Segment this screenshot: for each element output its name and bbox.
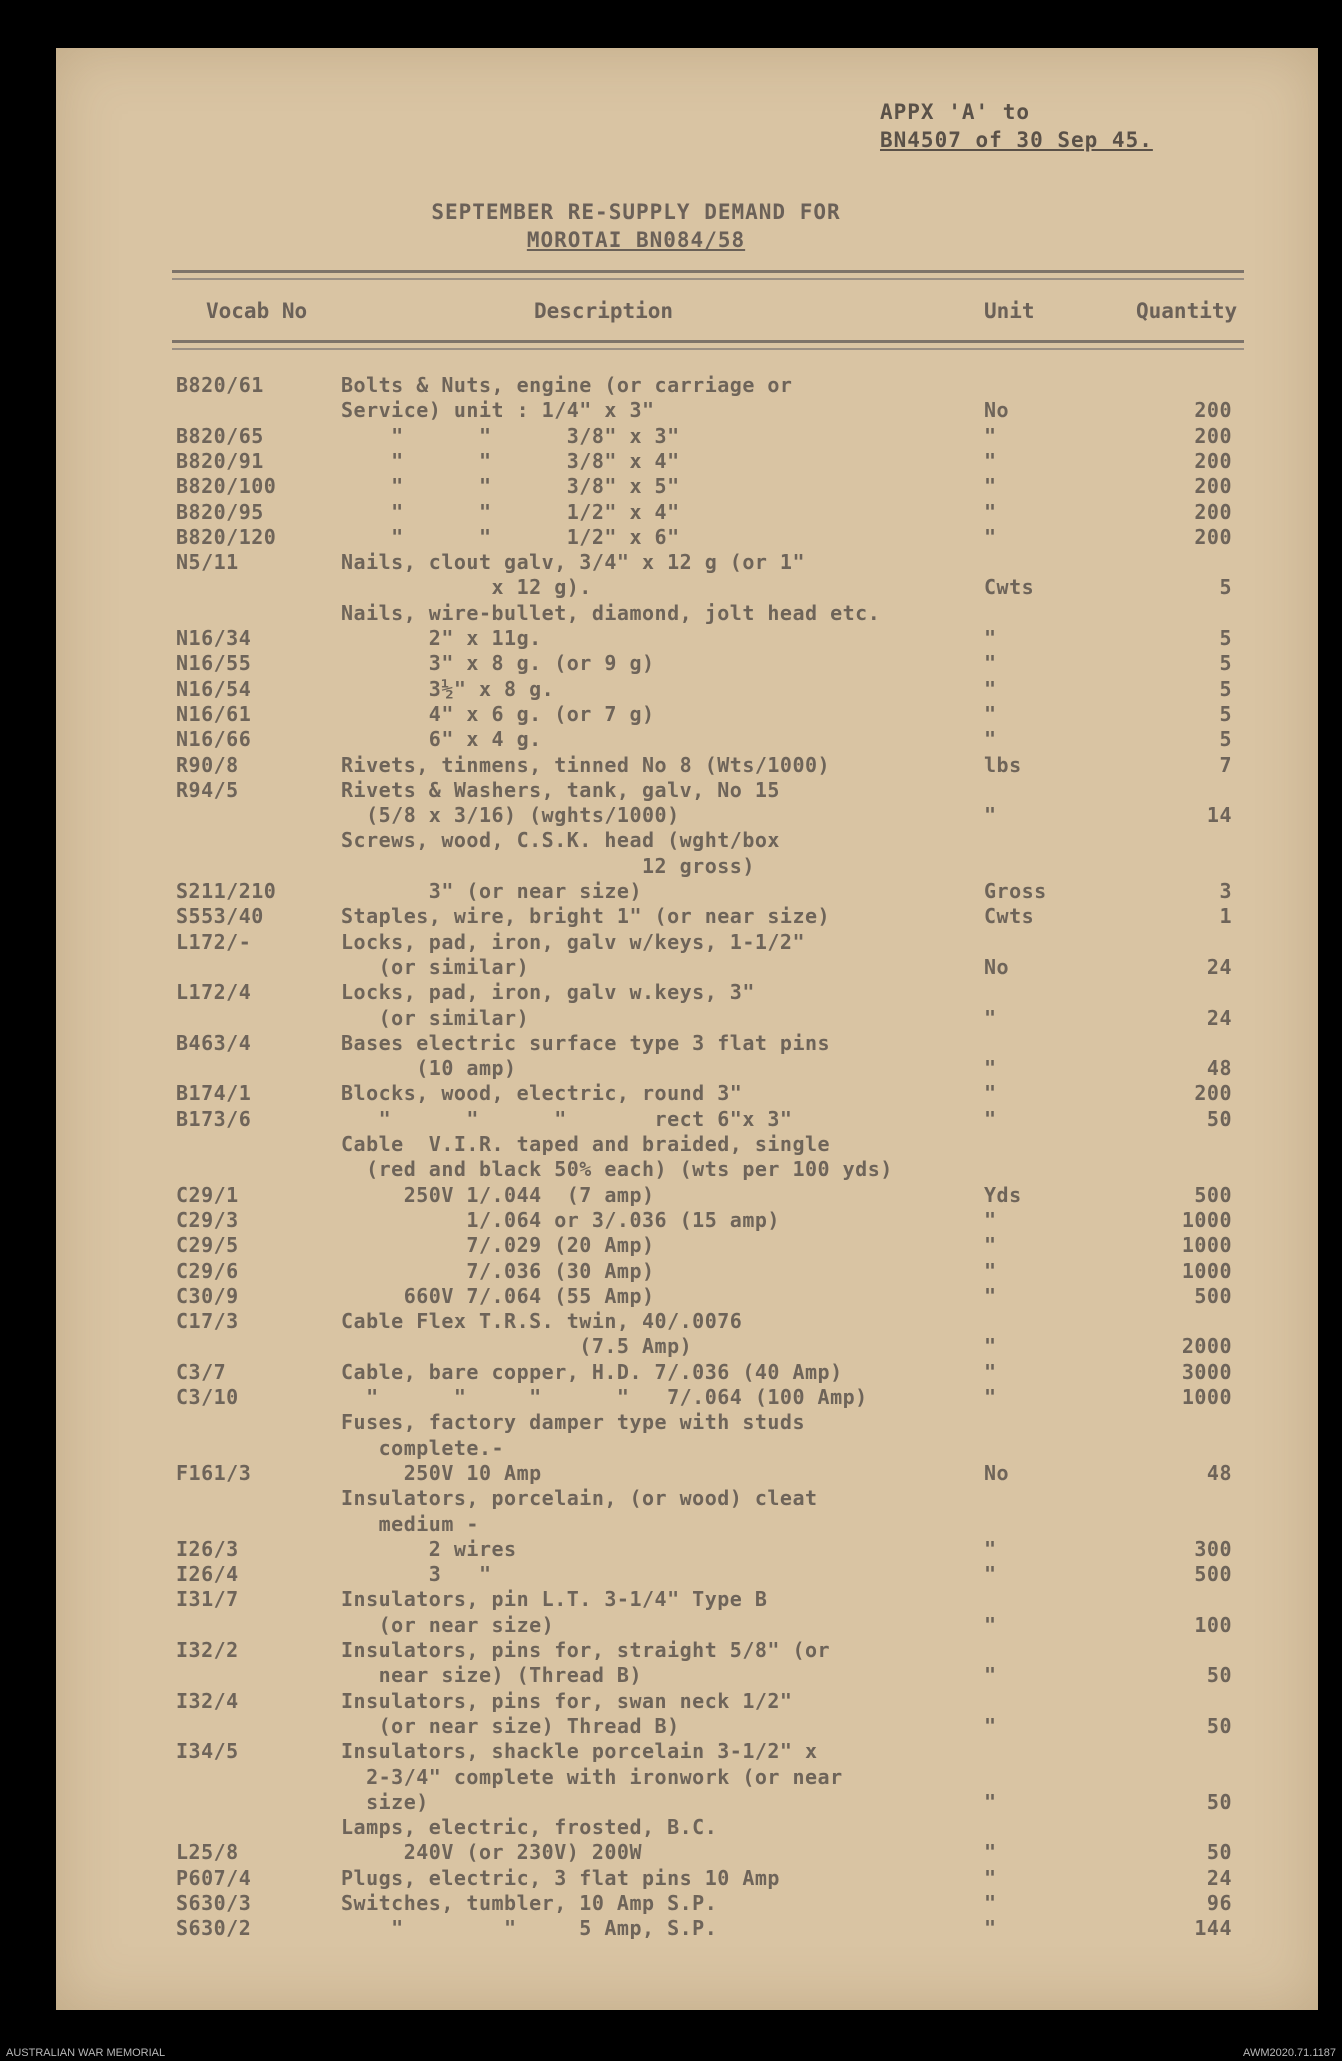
table-row <box>56 854 1318 879</box>
quantity-cell: 50 <box>1206 1713 1232 1738</box>
quantity-cell: 144 <box>1194 1916 1232 1941</box>
description-cell: 1/.064 or 3/.036 (15 amp) <box>341 1207 780 1232</box>
vocab-cell: N16/61 <box>176 701 252 726</box>
table-row <box>56 1107 1318 1132</box>
table-row <box>56 550 1318 575</box>
table-row <box>56 449 1318 474</box>
description-cell: Cable V.I.R. taped and braided, single <box>341 1132 831 1156</box>
vocab-cell: I32/4 <box>176 1688 239 1713</box>
description-cell: Insulators, shackle porcelain 3-1/2" x <box>341 1739 818 1764</box>
description-cell: 6" x 4 g. <box>341 727 542 752</box>
table-row <box>56 702 1318 727</box>
description-cell: (5/8 x 3/16) (wghts/1000) <box>341 803 680 828</box>
table-row <box>56 1638 1318 1663</box>
description-cell: 2 wires <box>341 1536 517 1561</box>
description-cell: (red and black 50% each) (wts per 100 yds) <box>341 1157 893 1182</box>
vocab-cell: L172/4 <box>176 980 252 1005</box>
description-cell: medium - <box>341 1511 479 1536</box>
unit-cell: " <box>984 1713 997 1738</box>
column-header-vocab: Vocab No <box>206 299 308 323</box>
description-cell: Rivets, tinmens, tinned No 8 (Wts/1000) <box>341 752 831 777</box>
unit-cell: Cwts <box>984 575 1035 600</box>
appendix-ref-line1: APPX 'A' to <box>880 100 1031 124</box>
description-cell: Lamps, electric, frosted, B.C. <box>341 1815 718 1840</box>
table-row <box>56 1866 1318 1891</box>
description-cell: Insulators, pin L.T. 3-1/4" Type B <box>341 1587 768 1612</box>
table-row <box>56 1436 1318 1461</box>
description-cell: (7.5 Amp) <box>341 1334 693 1359</box>
vocab-cell: N16/34 <box>176 626 252 650</box>
vocab-cell: C29/3 <box>176 1207 239 1232</box>
description-cell: Plugs, electric, 3 flat pins 10 Amp <box>341 1865 780 1890</box>
vocab-cell: C29/5 <box>176 1233 239 1258</box>
table-row <box>56 1714 1318 1739</box>
table-row <box>56 727 1318 752</box>
unit-cell: " <box>984 1840 997 1865</box>
appendix-reference <box>880 98 1260 154</box>
table-row <box>56 1891 1318 1916</box>
unit-cell: Gross <box>984 879 1047 903</box>
vocab-cell: I26/3 <box>176 1536 239 1561</box>
column-header-unit: Unit <box>984 299 1035 323</box>
quantity-cell: 200 <box>1194 398 1232 423</box>
vocab-cell: B820/100 <box>176 474 277 499</box>
table-row <box>56 1537 1318 1562</box>
quantity-cell: 5 <box>1219 626 1232 650</box>
unit-cell: " <box>984 524 997 549</box>
table-row <box>56 1385 1318 1410</box>
quantity-cell: 1000 <box>1181 1207 1232 1232</box>
document-title <box>336 198 936 254</box>
quantity-cell: 200 <box>1194 524 1232 549</box>
unit-cell: " <box>984 448 997 473</box>
unit-cell: " <box>984 1916 997 1941</box>
description-cell: Insulators, pins for, swan neck 1/2" <box>341 1688 793 1713</box>
vocab-cell: S553/40 <box>176 904 264 929</box>
table-row <box>56 1208 1318 1233</box>
unit-cell: No <box>984 1460 1010 1485</box>
table-row <box>56 778 1318 803</box>
table-row <box>56 1512 1318 1537</box>
table-row <box>56 373 1318 398</box>
vocab-cell: C3/10 <box>176 1385 239 1409</box>
unit-cell: " <box>984 1359 997 1384</box>
quantity-cell: 200 <box>1194 499 1232 524</box>
table-row <box>56 1765 1318 1790</box>
table-row <box>56 1157 1318 1182</box>
table-row <box>56 955 1318 980</box>
table-row <box>56 1461 1318 1486</box>
vocab-cell: B463/4 <box>176 1030 252 1055</box>
description-cell: 2" x 11g. <box>341 626 542 650</box>
table-row <box>56 1360 1318 1385</box>
table-row <box>56 930 1318 955</box>
title-line1: SEPTEMBER RE-SUPPLY DEMAND FOR <box>431 200 841 224</box>
table-row <box>56 1663 1318 1688</box>
quantity-cell: 7 <box>1219 752 1232 777</box>
quantity-cell: 200 <box>1194 474 1232 499</box>
description-cell: (or similar) <box>341 1005 530 1030</box>
description-cell: 660V 7/.064 (55 Amp) <box>341 1283 655 1308</box>
description-cell: 250V 1/.044 (7 amp) <box>341 1182 655 1207</box>
description-cell: Cable Flex T.R.S. twin, 40/.0076 <box>341 1309 743 1334</box>
description-cell: Rivets & Washers, tank, galv, No 15 <box>341 777 780 802</box>
table-row <box>56 424 1318 449</box>
description-cell: Staples, wire, bright 1" (or near size) <box>341 904 831 929</box>
vocab-cell: S630/2 <box>176 1916 252 1941</box>
description-cell: Bolts & Nuts, engine (or carriage or <box>341 373 793 397</box>
vocab-cell: R94/5 <box>176 777 239 802</box>
vocab-cell: C17/3 <box>176 1309 239 1334</box>
description-cell: " " " " 7/.064 (100 Amp) <box>341 1385 868 1409</box>
quantity-cell: 1000 <box>1181 1258 1232 1283</box>
unit-cell: " <box>984 1562 997 1587</box>
quantity-cell: 24 <box>1206 954 1232 979</box>
quantity-cell: 24 <box>1206 1865 1232 1890</box>
vocab-cell: P607/4 <box>176 1865 252 1890</box>
vocab-cell: R90/8 <box>176 752 239 777</box>
description-cell: Cable, bare copper, H.D. 7/.036 (40 Amp) <box>341 1359 843 1384</box>
quantity-cell: 5 <box>1219 676 1232 701</box>
description-cell: (or near size) Thread B) <box>341 1713 680 1738</box>
description-cell: " " " rect 6"x 3" <box>341 1106 793 1131</box>
vocab-cell: C29/1 <box>176 1182 239 1207</box>
table-row <box>56 1233 1318 1258</box>
description-cell: " " 5 Amp, S.P. <box>341 1916 718 1941</box>
description-cell: Insulators, porcelain, (or wood) cleat <box>341 1486 818 1511</box>
table-row <box>56 500 1318 525</box>
description-cell: 12 gross) <box>341 853 755 878</box>
quantity-cell: 500 <box>1194 1283 1232 1308</box>
unit-cell: " <box>984 651 997 676</box>
vocab-cell: I34/5 <box>176 1739 239 1764</box>
table-row <box>56 474 1318 499</box>
table-row <box>56 1259 1318 1284</box>
quantity-cell: 48 <box>1206 1056 1232 1081</box>
description-cell: Locks, pad, iron, galv w.keys, 3" <box>341 980 755 1005</box>
unit-cell: " <box>984 474 997 499</box>
vocab-cell: S630/3 <box>176 1891 252 1915</box>
description-cell: 7/.036 (30 Amp) <box>341 1258 655 1283</box>
table-row <box>56 601 1318 626</box>
table-row <box>56 1739 1318 1764</box>
unit-cell: " <box>984 803 997 828</box>
description-cell: (or near size) <box>341 1612 555 1637</box>
description-cell: Insulators, pins for, straight 5/8" (or <box>341 1638 831 1662</box>
table-row <box>56 753 1318 778</box>
table-row <box>56 1587 1318 1612</box>
unit-cell: " <box>984 1106 997 1131</box>
quantity-cell: 50 <box>1206 1789 1232 1814</box>
vocab-cell: F161/3 <box>176 1460 252 1485</box>
description-cell: " " 3/8" x 5" <box>341 474 680 499</box>
description-cell: 3" (or near size) <box>341 879 642 903</box>
description-cell: Screws, wood, C.S.K. head (wght/box <box>341 828 780 853</box>
quantity-cell: 14 <box>1206 803 1232 828</box>
quantity-cell: 1000 <box>1181 1385 1232 1409</box>
vocab-cell: C3/7 <box>176 1359 227 1384</box>
table-row <box>56 904 1318 929</box>
vocab-cell: B820/95 <box>176 499 264 524</box>
vocab-cell: C29/6 <box>176 1258 239 1283</box>
unit-cell: Yds <box>984 1182 1022 1207</box>
vocab-cell: C30/9 <box>176 1283 239 1308</box>
description-cell: 3 " <box>341 1562 492 1587</box>
table-row <box>56 677 1318 702</box>
vocab-cell: L25/8 <box>176 1840 239 1865</box>
unit-cell: No <box>984 398 1010 423</box>
quantity-cell: 500 <box>1194 1182 1232 1207</box>
unit-cell: " <box>984 1056 997 1081</box>
description-cell: (10 amp) <box>341 1056 517 1081</box>
vocab-cell: N5/11 <box>176 550 239 575</box>
table-row <box>56 1006 1318 1031</box>
unit-cell: " <box>984 1891 997 1915</box>
column-header-description: Description <box>534 299 674 323</box>
vocab-cell: B820/91 <box>176 448 264 473</box>
table-row <box>56 1183 1318 1208</box>
table-row <box>56 651 1318 676</box>
quantity-cell: 300 <box>1194 1536 1232 1561</box>
quantity-cell: 96 <box>1206 1891 1232 1915</box>
description-cell: Blocks, wood, electric, round 3" <box>341 1081 743 1106</box>
table-row <box>56 879 1318 904</box>
vocab-cell: I32/2 <box>176 1638 239 1662</box>
vocab-cell: B820/61 <box>176 373 264 397</box>
quantity-cell: 1000 <box>1181 1233 1232 1258</box>
unit-cell: " <box>984 676 997 701</box>
table-row <box>56 1916 1318 1941</box>
vocab-cell: B174/1 <box>176 1081 252 1106</box>
table-row <box>56 828 1318 853</box>
quantity-cell: 200 <box>1194 448 1232 473</box>
quantity-cell: 100 <box>1194 1612 1232 1637</box>
description-cell: Locks, pad, iron, galv w/keys, 1-1/2" <box>341 929 806 954</box>
table-row <box>56 1056 1318 1081</box>
quantity-cell: 5 <box>1219 651 1232 676</box>
unit-cell: " <box>984 1612 997 1637</box>
table-row <box>56 626 1318 651</box>
description-cell: 3" x 8 g. (or 9 g) <box>341 651 655 676</box>
table-row <box>56 1284 1318 1309</box>
table-row <box>56 1309 1318 1334</box>
quantity-cell: 5 <box>1219 727 1232 752</box>
description-cell: 7/.029 (20 Amp) <box>341 1233 655 1258</box>
table-row <box>56 1410 1318 1435</box>
unit-cell: Cwts <box>984 904 1035 929</box>
unit-cell: " <box>984 1258 997 1283</box>
description-cell: Bases electric surface type 3 flat pins <box>341 1030 831 1055</box>
unit-cell: " <box>984 727 997 752</box>
quantity-cell: 48 <box>1206 1460 1232 1485</box>
description-cell: 2-3/4" complete with ironwork (or near <box>341 1764 843 1789</box>
description-cell: complete.- <box>341 1435 505 1460</box>
vocab-cell: N16/54 <box>176 676 252 701</box>
table-row <box>56 398 1318 423</box>
unit-cell: " <box>984 1385 997 1409</box>
description-cell: " " 3/8" x 4" <box>341 448 680 473</box>
vocab-cell: L172/- <box>176 929 252 954</box>
table-row <box>56 1840 1318 1865</box>
quantity-cell: 200 <box>1194 1081 1232 1106</box>
table-row <box>56 1815 1318 1840</box>
header-top-rule <box>172 270 1244 280</box>
column-header-quantity: Quantity <box>1136 299 1238 323</box>
unit-cell: " <box>984 626 997 650</box>
unit-cell: " <box>984 423 997 448</box>
description-cell: Service) unit : 1/4" x 3" <box>341 398 655 423</box>
quantity-cell: 50 <box>1206 1106 1232 1131</box>
table-row <box>56 1790 1318 1815</box>
table-row <box>56 980 1318 1005</box>
description-cell: " " 3/8" x 3" <box>341 423 680 448</box>
quantity-cell: 500 <box>1194 1562 1232 1587</box>
unit-cell: " <box>984 1081 997 1106</box>
table-row <box>56 803 1318 828</box>
quantity-cell: 3 <box>1219 879 1232 903</box>
unit-cell: " <box>984 1005 997 1030</box>
vocab-cell: B173/6 <box>176 1106 252 1131</box>
unit-cell: lbs <box>984 752 1022 777</box>
table-row <box>56 525 1318 550</box>
vocab-cell: S211/210 <box>176 879 277 903</box>
description-cell: Nails, clout galv, 3/4" x 12 g (or 1" <box>341 550 806 575</box>
quantity-cell: 50 <box>1206 1840 1232 1865</box>
vocab-cell: I31/7 <box>176 1587 239 1612</box>
table-row <box>56 1613 1318 1638</box>
unit-cell: " <box>984 1233 997 1258</box>
table-row <box>56 1081 1318 1106</box>
quantity-cell: 5 <box>1219 701 1232 726</box>
table-row <box>56 1334 1318 1359</box>
footer-right: AWM2020.71.1187 <box>1243 2047 1336 2059</box>
unit-cell: " <box>984 1334 997 1359</box>
description-cell: size) <box>341 1789 429 1814</box>
description-cell: 240V (or 230V) 200W <box>341 1840 642 1865</box>
unit-cell: " <box>984 1663 997 1688</box>
unit-cell: " <box>984 1283 997 1308</box>
header-bottom-rule <box>172 340 1244 350</box>
description-cell: 250V 10 Amp <box>341 1460 542 1485</box>
table-row <box>56 575 1318 600</box>
vocab-cell: N16/55 <box>176 651 252 676</box>
quantity-cell: 2000 <box>1181 1334 1232 1359</box>
vocab-cell: B820/120 <box>176 524 277 549</box>
table-row <box>56 1486 1318 1511</box>
description-cell: 4" x 6 g. (or 7 g) <box>341 701 655 726</box>
vocab-cell: B820/65 <box>176 423 264 448</box>
description-cell: " " 1/2" x 6" <box>341 524 680 549</box>
description-cell: Nails, wire-bullet, diamond, jolt head etc. <box>341 600 881 625</box>
quantity-cell: 5 <box>1219 575 1232 600</box>
quantity-cell: 3000 <box>1181 1359 1232 1384</box>
description-cell: 3½" x 8 g. <box>341 676 555 701</box>
footer-left: AUSTRALIAN WAR MEMORIAL <box>6 2047 166 2059</box>
description-cell: near size) (Thread B) <box>341 1663 642 1688</box>
table-row <box>56 1689 1318 1714</box>
description-cell: x 12 g). <box>341 575 592 600</box>
unit-cell: " <box>984 1207 997 1232</box>
vocab-cell: I26/4 <box>176 1562 239 1587</box>
vocab-cell: N16/66 <box>176 727 252 752</box>
unit-cell: " <box>984 1865 997 1890</box>
table-row <box>56 1562 1318 1587</box>
table-row <box>56 1132 1318 1157</box>
table-row <box>56 1031 1318 1056</box>
unit-cell: " <box>984 701 997 726</box>
unit-cell: " <box>984 499 997 524</box>
quantity-cell: 50 <box>1206 1663 1232 1688</box>
unit-cell: " <box>984 1789 997 1814</box>
description-cell: Switches, tumbler, 10 Amp S.P. <box>341 1891 718 1915</box>
appendix-ref-line2: BN4507 of 30 Sep 45. <box>880 128 1153 152</box>
quantity-cell: 1 <box>1219 904 1232 929</box>
title-line2: MOROTAI BN084/58 <box>526 228 746 252</box>
description-cell: (or similar) <box>341 954 530 979</box>
description-cell: " " 1/2" x 4" <box>341 499 680 524</box>
document-page <box>56 48 1318 2010</box>
unit-cell: No <box>984 954 1010 979</box>
description-cell: Fuses, factory damper type with studs <box>341 1410 806 1435</box>
quantity-cell: 200 <box>1194 423 1232 448</box>
unit-cell: " <box>984 1536 997 1561</box>
quantity-cell: 24 <box>1206 1005 1232 1030</box>
